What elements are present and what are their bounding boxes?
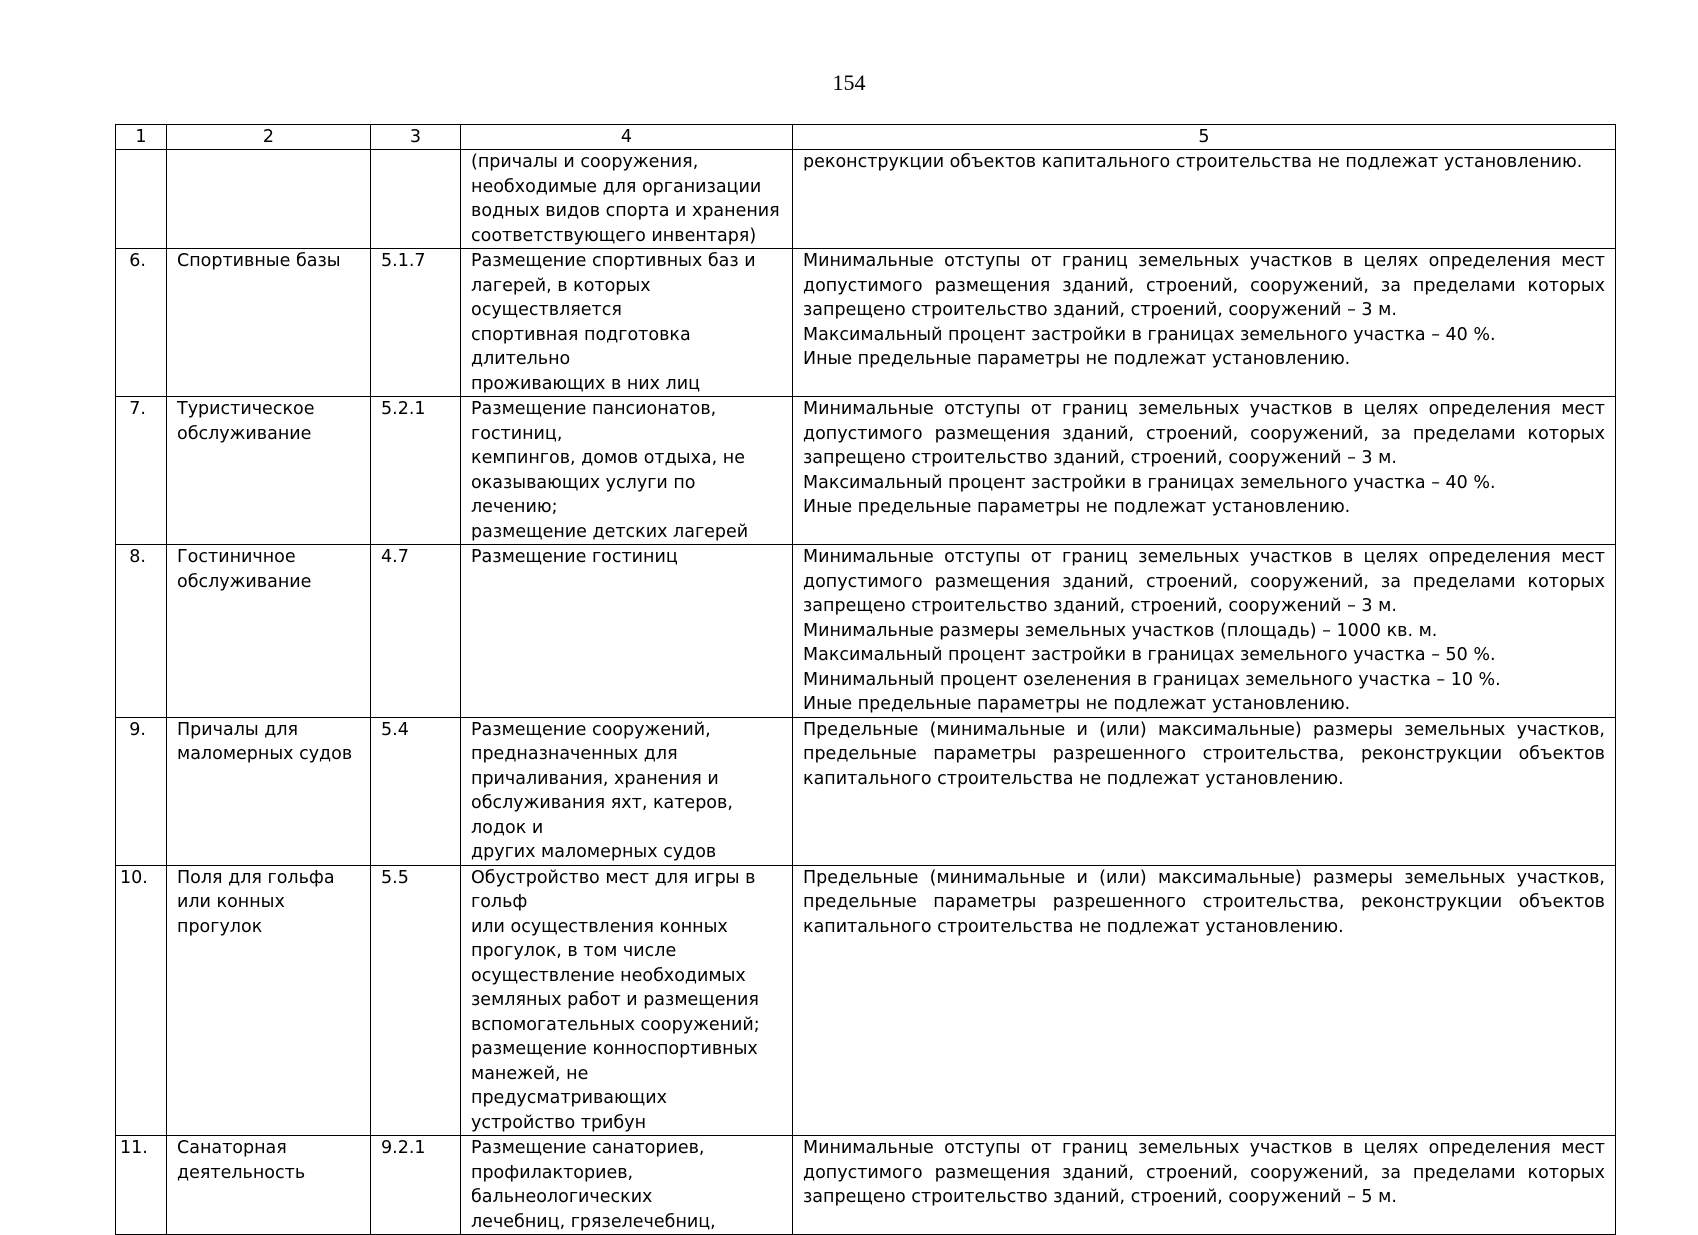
description-line: причаливания, хранения и	[471, 768, 719, 789]
regulations-table	[115, 124, 1616, 1235]
description-line: лагерей, в которых осуществляется	[471, 275, 651, 320]
limit-parameters	[793, 545, 1616, 718]
land-use-description	[461, 249, 793, 397]
description-line: Размещение спортивных баз и	[471, 251, 756, 271]
land-use-name: Поля для гольфа или конных прогулок	[167, 865, 371, 1136]
description-line: предназначенных для	[471, 744, 678, 764]
description-line: водных видов спорта и хранения	[471, 201, 780, 221]
description-line: или осуществления конных	[471, 916, 728, 937]
description-line: спортивная подготовка длительно	[471, 324, 691, 369]
row-number: 10.	[116, 865, 167, 1136]
page-number: 154	[832, 70, 866, 95]
parameter-paragraph: Максимальный процент застройки в границах земельного участка – 40 %.	[803, 472, 1496, 493]
description-line: вспомогательных сооружений;	[471, 1014, 760, 1035]
parameter-paragraph: Минимальный процент озеленения в границах земельного участка – 10 %.	[803, 669, 1501, 690]
parameter-paragraph: реконструкции объектов капитального строительства не подлежат установлению.	[803, 152, 1583, 172]
parameter-paragraph: Иные предельные параметры не подлежат установлению.	[803, 694, 1351, 714]
description-line: земляных работ и размещения	[471, 990, 759, 1010]
parameter-paragraph: Иные предельные параметры не подлежат установлению.	[803, 349, 1351, 369]
header-col-3: 3	[371, 125, 461, 150]
table-row	[116, 717, 1616, 865]
parameter-paragraph: Минимальные размеры земельных участков (площадь) – 1000 кв. м.	[803, 620, 1438, 641]
parameter-paragraph: Минимальные отступы от границ земельных участков в целях определения мест допустимого размещения зданий, строений, сооружений, за пределами которых запрещено строительство зданий, строений, сооружений – 5 м.	[803, 1138, 1605, 1207]
parameter-paragraph: Максимальный процент застройки в границах земельного участка – 40 %.	[803, 324, 1496, 345]
land-use-description	[461, 717, 793, 865]
table-row	[116, 249, 1616, 397]
description-line: проживающих в них лиц	[471, 373, 701, 394]
limit-parameters	[793, 865, 1616, 1136]
description-line: кемпингов, домов отдыха, не	[471, 448, 745, 468]
table-row	[116, 150, 1616, 249]
land-use-code: 5.1.7	[371, 249, 461, 397]
limit-parameters	[793, 249, 1616, 397]
description-line: лечебниц, грязелечебниц,	[471, 1211, 716, 1232]
row-number	[116, 150, 167, 249]
row-number: 6.	[116, 249, 167, 397]
description-line: Размещение пансионатов, гостиниц,	[471, 399, 717, 444]
header-col-5: 5	[793, 125, 1616, 150]
table-header	[116, 125, 1616, 150]
land-use-description	[461, 150, 793, 249]
limit-parameters	[793, 1136, 1616, 1235]
land-use-name: Туристическое обслуживание	[167, 397, 371, 545]
land-use-code: 5.5	[371, 865, 461, 1136]
parameter-paragraph: Минимальные отступы от границ земельных участков в целях определения мест допустимого размещения зданий, строений, сооружений, за пределами которых запрещено строительство зданий, строений, сооружений – 3 м.	[803, 399, 1605, 468]
description-line: Размещение гостиниц	[471, 547, 678, 567]
limit-parameters	[793, 397, 1616, 545]
description-line: (причалы и сооружения,	[471, 152, 699, 172]
land-use-name: Гостиничное обслуживание	[167, 545, 371, 718]
header-col-1: 1	[116, 125, 167, 150]
land-use-name: Причалы для маломерных судов	[167, 717, 371, 865]
description-line: устройство трибун	[471, 1112, 647, 1133]
parameter-paragraph: Минимальные отступы от границ земельных участков в целях определения мест допустимого размещения зданий, строений, сооружений, за пределами которых запрещено строительство зданий, строений, сооружений – 3 м.	[803, 251, 1605, 320]
land-use-code: 4.7	[371, 545, 461, 718]
land-use-description	[461, 1136, 793, 1235]
row-number: 9.	[116, 717, 167, 865]
limit-parameters	[793, 150, 1616, 249]
description-line: оказывающих услуги по лечению;	[471, 472, 696, 517]
description-line: осуществление необходимых	[471, 965, 746, 986]
header-col-4: 4	[461, 125, 793, 150]
land-use-description	[461, 545, 793, 718]
land-use-description	[461, 397, 793, 545]
table-body	[116, 150, 1616, 1235]
limit-parameters	[793, 717, 1616, 865]
description-line: соответствующего инвентаря)	[471, 225, 757, 246]
table-row	[116, 1136, 1616, 1235]
row-number: 7.	[116, 397, 167, 545]
description-line: манежей, не предусматривающих	[471, 1063, 667, 1108]
description-line: Обустройство мест для игры в гольф	[471, 867, 756, 912]
parameter-paragraph: Иные предельные параметры не подлежат установлению.	[803, 497, 1351, 517]
description-line: профилакториев, бальнеологических	[471, 1162, 653, 1207]
land-use-name	[167, 150, 371, 249]
land-use-description	[461, 865, 793, 1136]
description-line: необходимые для организации	[471, 176, 762, 197]
land-use-code: 5.2.1	[371, 397, 461, 545]
description-line: прогулок, в том числе	[471, 941, 677, 961]
table-row	[116, 397, 1616, 545]
row-number: 8.	[116, 545, 167, 718]
description-line: обслуживания яхт, катеров, лодок и	[471, 793, 733, 838]
parameter-paragraph: Минимальные отступы от границ земельных участков в целях определения мест допустимого размещения зданий, строений, сооружений, за пределами которых запрещено строительство зданий, строений, сооружений – 3 м.	[803, 547, 1605, 616]
table-row	[116, 545, 1616, 718]
land-use-code: 9.2.1	[371, 1136, 461, 1235]
parameter-paragraph: Предельные (минимальные и (или) максимальные) размеры земельных участков, предельные параметры разрешенного строительства, реконструкции объектов капитального строительства не подлежат установлению.	[803, 719, 1605, 789]
description-line: других маломерных судов	[471, 842, 717, 862]
description-line: размещение конноспортивных	[471, 1039, 758, 1059]
description-line: Размещение сооружений,	[471, 719, 711, 740]
land-use-code: 5.4	[371, 717, 461, 865]
parameter-paragraph: Максимальный процент застройки в границах земельного участка – 50 %.	[803, 645, 1496, 665]
description-line: Размещение санаториев,	[471, 1138, 705, 1158]
header-row	[116, 125, 1616, 150]
land-use-name: Санаторная деятельность	[167, 1136, 371, 1235]
parameter-paragraph: Предельные (минимальные и (или) максимальные) размеры земельных участков, предельные параметры разрешенного строительства, реконструкции объектов капитального строительства не подлежат установлению.	[803, 867, 1605, 937]
table-row	[116, 865, 1616, 1136]
row-number: 11.	[116, 1136, 167, 1235]
description-line: размещение детских лагерей	[471, 521, 749, 542]
header-col-2: 2	[167, 125, 371, 150]
land-use-name: Спортивные базы	[167, 249, 371, 397]
land-use-code	[371, 150, 461, 249]
